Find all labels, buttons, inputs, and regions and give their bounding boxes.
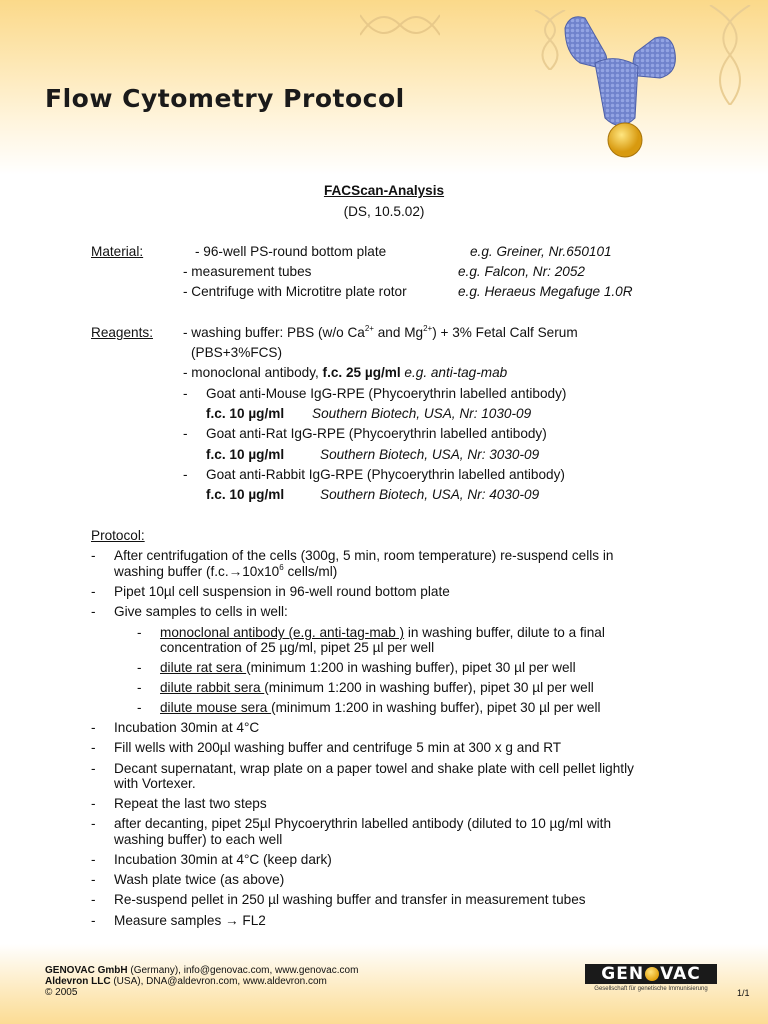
protocol-step: Fill wells with 200µl washing buffer and centrifuge 5 min at 300 x g and RT (114, 740, 562, 755)
list-dash: - (91, 720, 96, 735)
washing-buffer-abbrev: (PBS+3%FCS) (191, 345, 283, 360)
page-number: 1/1 (737, 988, 750, 998)
material-item: - Centrifuge with Microtitre plate rotor (183, 284, 407, 299)
antibody-concentration: f.c. 10 µg/ml (206, 447, 285, 462)
washing-buffer-line: - washing buffer: PBS (w/o $Ca^{2+}$ and $Mg^{2+}) + 3\%$ Fetal Calf Serum (183, 324, 578, 340)
material-label: Material: (91, 244, 144, 259)
footer-line-aldevron: Aldevron LLC (USA), DNA@aldevron.com, www.aldevron.com (45, 976, 327, 987)
dna-strand-graphic (360, 5, 440, 45)
list-dash: - (183, 467, 188, 482)
list-dash: - (137, 680, 142, 695)
list-dash: - (91, 892, 96, 907)
protocol-step-continued: washing buffer) to each well (114, 832, 283, 847)
monoclonal-antibody-line: - monoclonal antibody, f.c. 25 µg/ml e.g. anti-tag-mab (183, 365, 508, 380)
antibody-name: Goat anti-Mouse IgG-RPE (Phycoerythrin labelled antibody) (206, 386, 567, 401)
protocol-step: Incubation 30min at 4°C (114, 720, 260, 735)
list-dash: - (91, 740, 96, 755)
protocol-step: Re-suspend pellet in 250 µl washing buffer and transfer in measurement tubes (114, 892, 586, 907)
document-heading: FACScan-Analysis (323, 183, 445, 198)
protocol-substep: dilute rabbit sera (minimum 1:200 in washing buffer), pipet 30 µl per well (160, 680, 594, 695)
material-item: - measurement tubes (183, 264, 312, 279)
protocol-step: Pipet 10µl cell suspension in 96-well round bottom plate (114, 584, 450, 599)
protocol-step-continued: with Vortexer. (114, 776, 196, 791)
logo-tagline: Gesellschaft für genetische Immunisierung (594, 986, 708, 992)
list-dash: - (91, 761, 96, 776)
material-item: - 96-well PS-round bottom plate (195, 244, 387, 259)
list-dash: - (137, 660, 142, 675)
list-dash: - (137, 700, 142, 715)
list-dash: - (91, 548, 96, 563)
material-example: e.g. Greiner, Nr.650101 (470, 244, 612, 259)
list-dash: - (91, 796, 96, 811)
page-title: Flow Cytometry Protocol (45, 84, 405, 113)
list-dash: - (91, 604, 96, 619)
list-dash: - (183, 426, 188, 441)
protocol-step: Incubation 30min at 4°C (keep dark) (114, 852, 332, 867)
list-dash: - (91, 913, 96, 928)
reagents-label: Reagents: (91, 325, 153, 340)
dna-strand-graphic (700, 5, 760, 105)
antibody-source: Southern Biotech, USA, Nr: 4030-09 (320, 487, 540, 502)
antibody-concentration: f.c. 10 µg/ml (206, 406, 285, 421)
protocol-step: Repeat the last two steps (114, 796, 267, 811)
protocol-substep: dilute rat sera (minimum 1:200 in washing buffer), pipet 30 µl per well (160, 660, 576, 675)
footer-line-genovac: GENOVAC GmbH (Germany), info@genovac.com, www.genovac.com (45, 965, 359, 976)
protocol-step: Give samples to cells in well: (114, 604, 288, 619)
antibody-name: Goat anti-Rabbit IgG-RPE (Phycoerythrin labelled antibody) (206, 467, 565, 482)
footer-copyright: © 2005 (45, 987, 78, 998)
protocol-substep: monoclonal antibody (e.g. anti-tag-mab ) in washing buffer, dilute to a final (160, 625, 605, 640)
list-dash: - (91, 816, 96, 831)
protocol-step: After centrifugation of the cells (300g, 5 min, room temperature) re-suspend cells in (114, 548, 614, 563)
antibody-source: Southern Biotech, USA, Nr: 3030-09 (320, 447, 540, 462)
material-example: e.g. Falcon, Nr: 2052 (458, 264, 585, 279)
antibody-concentration: f.c. 10 µg/ml (206, 487, 285, 502)
genovac-logo: GEN VAC (585, 964, 717, 984)
material-example: e.g. Heraeus Megafuge 1.0R (458, 284, 633, 299)
antibody-illustration (560, 8, 680, 173)
list-dash: - (137, 625, 142, 640)
list-dash: - (91, 584, 96, 599)
list-dash: - (91, 852, 96, 867)
protocol-step: after decanting, pipet 25µl Phycoerythrin labelled antibody (diluted to 10 µg/ml with (114, 816, 612, 831)
antibody-name: Goat anti-Rat IgG-RPE (Phycoerythrin labelled antibody) (206, 426, 547, 441)
footer-contact (45, 965, 358, 998)
list-dash: - (91, 872, 96, 887)
protocol-step: Measure samples → FL2 (114, 913, 266, 928)
protocol-step-continued: washing buffer ($f.c.\to 10x10^6$ cells/ml) (114, 563, 338, 579)
antibody-source: Southern Biotech, USA, Nr: 1030-09 (312, 406, 532, 421)
list-dash: - (183, 386, 188, 401)
protocol-label: Protocol: (91, 528, 145, 543)
document-date: (DS, 10.5.02) (343, 204, 425, 219)
protocol-substep: dilute mouse sera (minimum 1:200 in washing buffer), pipet 30 µl per well (160, 700, 601, 715)
protocol-step: Decant supernatant, wrap plate on a paper towel and shake plate with cell pellet lightly (114, 761, 634, 776)
logo-o-icon (645, 967, 659, 981)
protocol-substep-continued: concentration of 25 µg/ml, pipet 25 µl per well (160, 640, 435, 655)
protocol-step: Wash plate twice (as above) (114, 872, 285, 887)
